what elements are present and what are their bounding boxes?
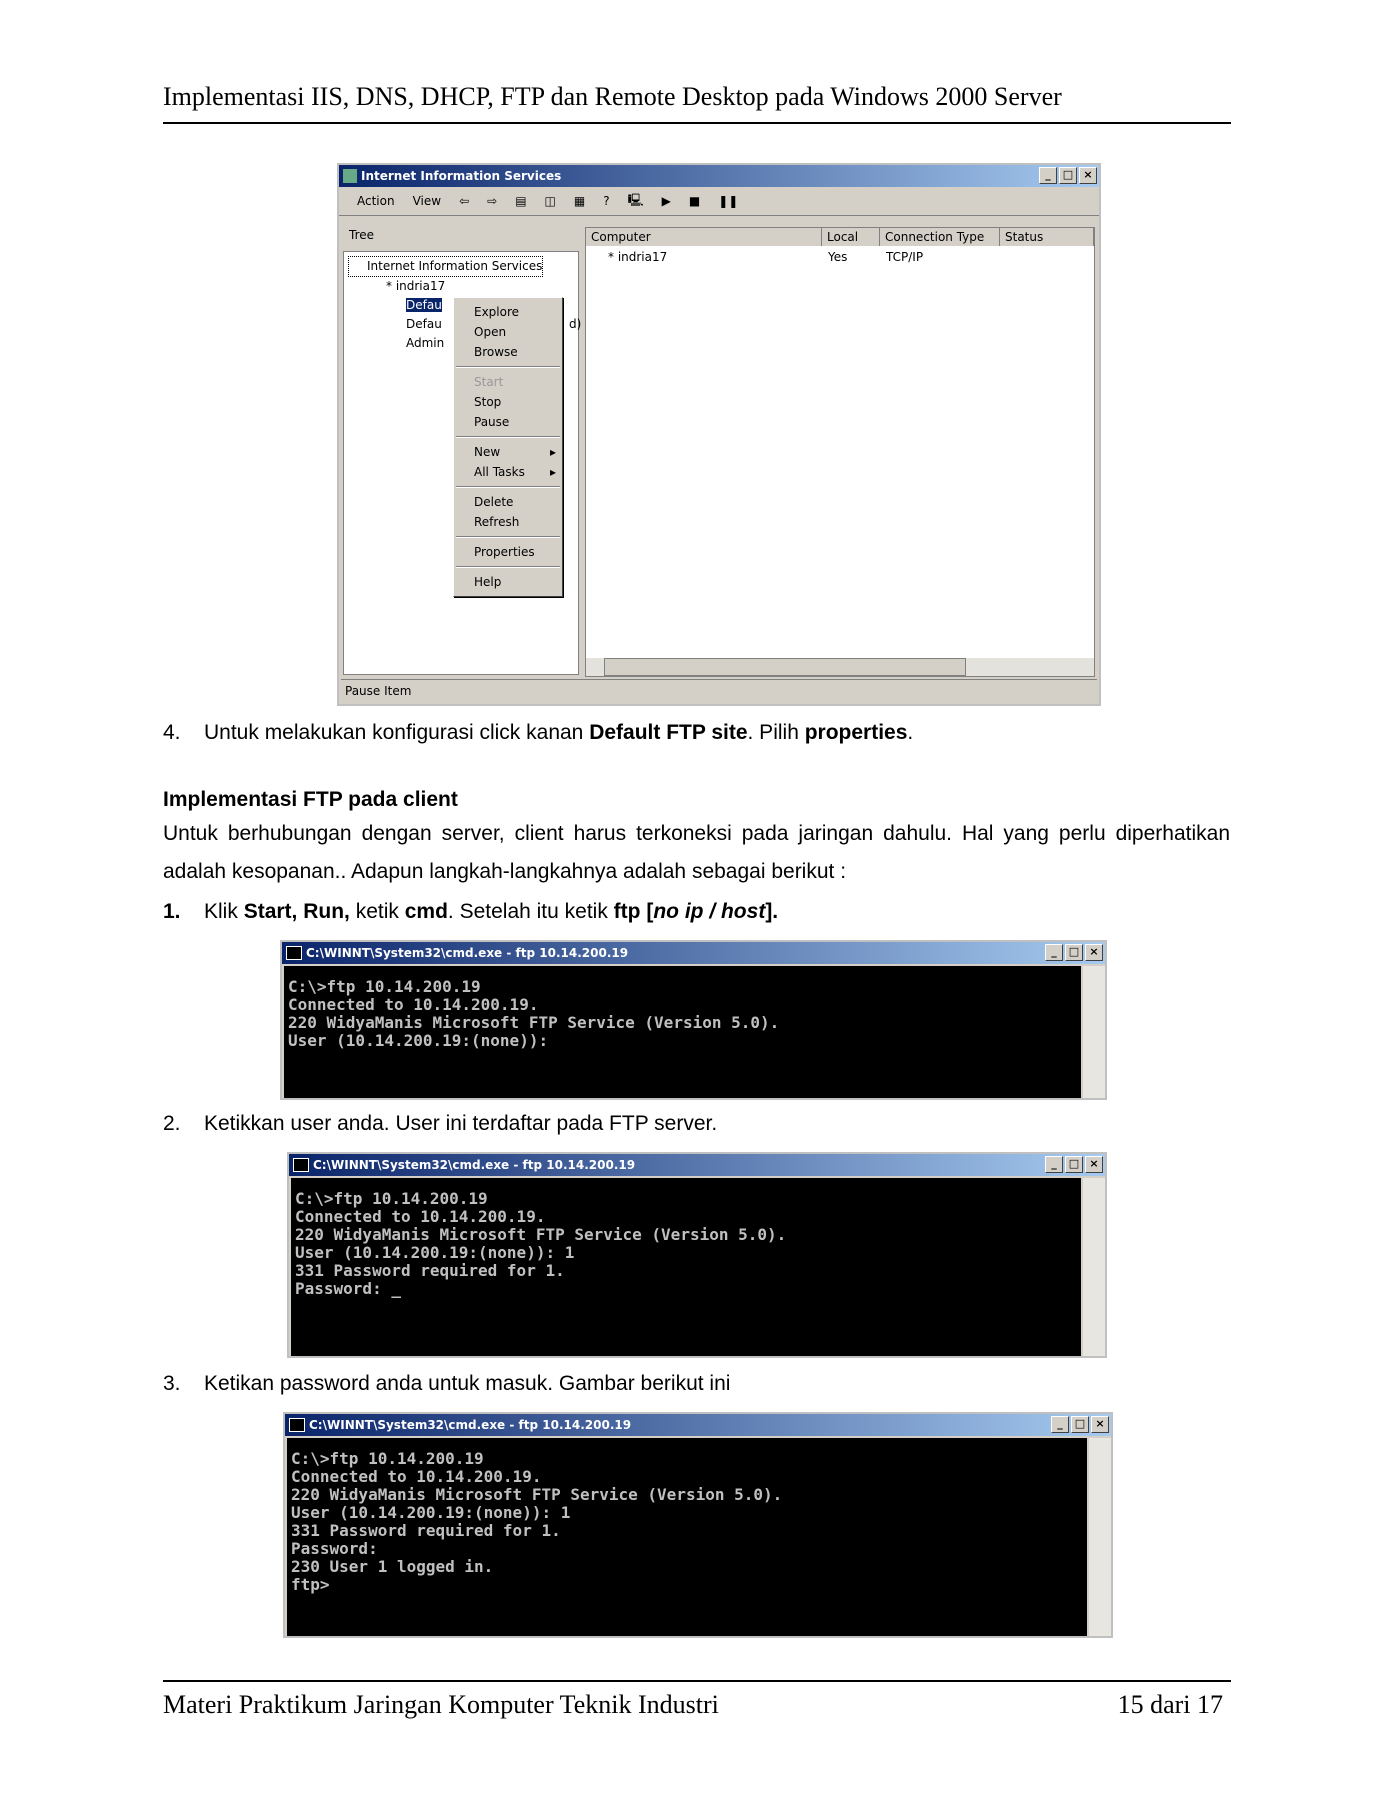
menu-delete[interactable]: Delete — [474, 495, 514, 509]
footer-rule — [163, 1680, 1231, 1682]
menu-all-tasks[interactable]: All Tasks ▸ — [474, 465, 556, 479]
section-paragraph: Untuk berhubungan dengan server, client harus terkoneksi pada jaringan dahulu. Hal yang perlu diperhatikan adalah kesopanan.. Adapun langkah-langkahnya adalah sebagai berikut : — [163, 822, 1230, 883]
details-pane — [585, 227, 1095, 677]
cmd-output: C:\>ftp 10.14.200.19 Connected to 10.14.200.19. 220 WidyaManis Microsoft FTP Service (Version 5.0). User (10.14.200.19:(none)): — [284, 966, 1081, 1098]
play-icon[interactable]: ▶ — [661, 194, 671, 208]
horizontal-scrollbar[interactable] — [586, 658, 1094, 676]
tree-admin-site[interactable]: Admin — [406, 336, 445, 350]
cmd-icon — [286, 946, 302, 960]
menu-pause[interactable]: Pause — [474, 415, 510, 429]
footer-left: Materi Praktikum Jaringan Komputer Teknik Industri — [163, 1690, 719, 1719]
page-number: 15 dari 17 — [1117, 1690, 1223, 1719]
maximize-button[interactable]: □ — [1071, 1416, 1089, 1433]
minimize-button[interactable]: _ — [1051, 1416, 1069, 1433]
step-3: 3. Ketikan password anda untuk masuk. Gambar berikut ini — [163, 1372, 731, 1395]
iis-title: Internet Information Services — [361, 169, 562, 183]
minimize-button[interactable]: _ — [1045, 1156, 1063, 1173]
maximize-button[interactable]: □ — [1065, 944, 1083, 961]
maximize-button[interactable]: □ — [1059, 167, 1077, 184]
cmd-window-1 — [280, 940, 1107, 1100]
tab-tree[interactable]: Tree — [349, 228, 375, 242]
menu-action[interactable]: Action — [357, 194, 395, 208]
menu-explore[interactable]: Explore — [474, 305, 520, 319]
context-menu — [453, 297, 563, 597]
step-1: 1. Klik Start, Run, ketik cmd. Setelah itu ketik ftp [no ip / host]. — [163, 900, 779, 923]
minimize-button[interactable]: _ — [1039, 167, 1057, 184]
cmd-title: C:\WINNT\System32\cmd.exe - ftp 10.14.200.19 — [306, 946, 629, 960]
row-computer[interactable]: * indria17 — [608, 250, 668, 264]
menu-properties[interactable]: Properties — [474, 545, 535, 559]
iis-window — [337, 163, 1101, 706]
close-button[interactable]: × — [1079, 167, 1097, 184]
col-local[interactable]: Local — [822, 228, 880, 246]
cmd-output: C:\>ftp 10.14.200.19 Connected to 10.14.200.19. 220 WidyaManis Microsoft FTP Service (Version 5.0). User (10.14.200.19:(none)): 1 331 Password required for 1. Password: 230 User 1 logged in. ftp> — [287, 1438, 1087, 1636]
vertical-scrollbar[interactable] — [1083, 966, 1105, 1098]
step-2: 2. Ketikkan user anda. User ini terdaftar pada FTP server. — [163, 1112, 718, 1135]
cmd-title: C:\WINNT\System32\cmd.exe - ftp 10.14.200.19 — [313, 1158, 636, 1172]
export-icon[interactable]: ▦ — [573, 194, 586, 208]
pause-icon[interactable]: ❚❚ — [718, 194, 739, 208]
menu-view[interactable]: View — [412, 194, 442, 208]
cmd-title: C:\WINNT\System32\cmd.exe - ftp 10.14.200.19 — [309, 1418, 632, 1432]
page-header: Implementasi IIS, DNS, DHCP, FTP dan Remote Desktop pada Windows 2000 Server — [163, 82, 1062, 111]
row-local: Yes — [828, 250, 848, 264]
tree-computer[interactable]: * indria17 — [386, 279, 446, 293]
iis-app-icon — [343, 169, 357, 183]
back-icon[interactable]: ⇦ — [459, 194, 470, 208]
close-button[interactable]: × — [1085, 1156, 1103, 1173]
section-title: Implementasi FTP pada client — [163, 788, 458, 811]
forward-icon[interactable]: ⇨ — [487, 194, 498, 208]
menu-open[interactable]: Open — [474, 325, 507, 339]
computer-icon[interactable]: 🖳 — [627, 192, 644, 207]
cmd-output: C:\>ftp 10.14.200.19 Connected to 10.14.200.19. 220 WidyaManis Microsoft FTP Service (Version 5.0). User (10.14.200.19:(none)): 1 331 Password required for 1. Password: _ — [291, 1178, 1081, 1356]
show-tree-icon[interactable]: ◫ — [544, 194, 556, 208]
step-4: 4. Untuk melakukan konfigurasi click kanan Default FTP site. Pilih properties. — [163, 721, 914, 744]
cmd-icon — [289, 1418, 305, 1432]
cmd-icon — [293, 1158, 309, 1172]
col-connection[interactable]: Connection Type — [880, 228, 1000, 246]
help-icon[interactable]: ? — [603, 194, 610, 208]
vertical-scrollbar[interactable] — [1083, 1178, 1105, 1356]
menu-new[interactable]: New ▸ — [474, 445, 556, 459]
menu-start: Start — [474, 375, 504, 389]
cmd-window-2 — [287, 1152, 1107, 1358]
close-button[interactable]: × — [1085, 944, 1103, 961]
minimize-button[interactable]: _ — [1045, 944, 1063, 961]
menu-refresh[interactable]: Refresh — [474, 515, 520, 529]
maximize-button[interactable]: □ — [1065, 1156, 1083, 1173]
close-button[interactable]: × — [1091, 1416, 1109, 1433]
menu-stop[interactable]: Stop — [474, 395, 502, 409]
col-computer[interactable]: Computer — [586, 228, 822, 246]
menu-browse[interactable]: Browse — [474, 345, 518, 359]
vertical-scrollbar[interactable] — [1089, 1438, 1111, 1636]
header-rule — [163, 122, 1231, 124]
menu-help[interactable]: Help — [474, 575, 502, 589]
row-connection: TCP/IP — [886, 250, 924, 264]
tree-ftp-site[interactable]: Defau — [406, 298, 442, 312]
stop-icon[interactable]: ■ — [688, 194, 701, 208]
tree-root[interactable]: Internet Information Services — [348, 256, 543, 277]
status-bar: Pause Item — [341, 679, 1097, 702]
iis-titlebar — [339, 165, 1099, 187]
col-status[interactable]: Status — [1000, 228, 1094, 246]
up-icon[interactable]: ▤ — [515, 194, 527, 208]
cmd-window-3 — [283, 1412, 1113, 1638]
tree-web-site[interactable]: Defau d) — [348, 315, 574, 334]
tree-web-site-suffix: d) — [569, 317, 582, 331]
